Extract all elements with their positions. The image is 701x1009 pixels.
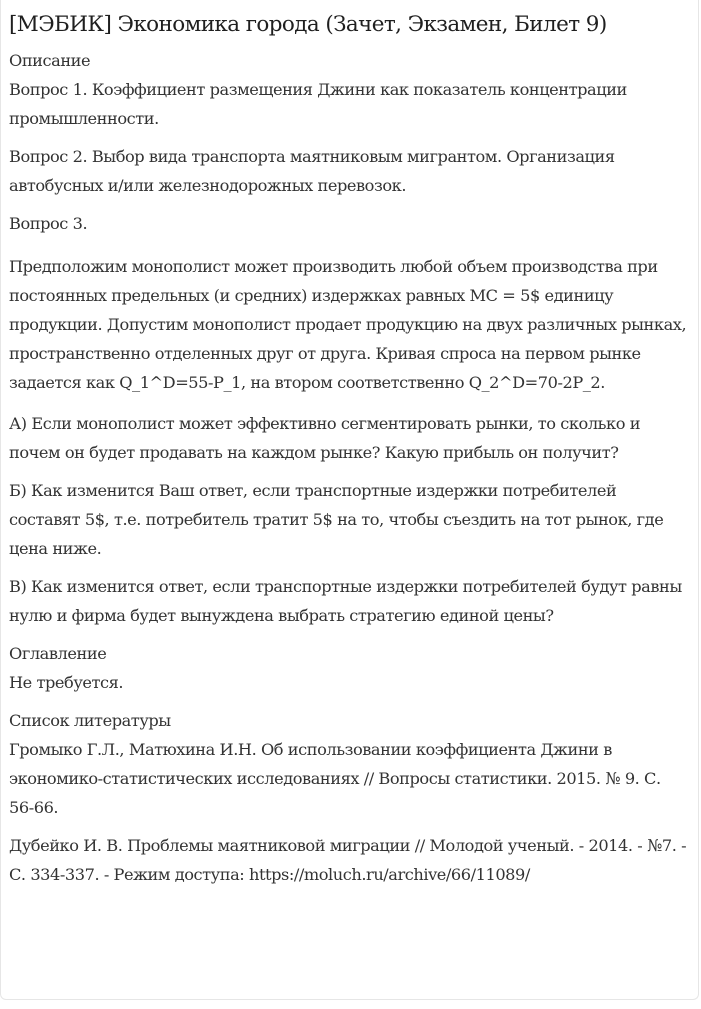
question-3-part-c: В) Как изменится ответ, если транспортные издержки потребителей будут равны нулю и фирма будет вынуждена выбрать стратегию единой цены? [9, 577, 682, 625]
question-1: Вопрос 1. Коэффициент размещения Джини как показатель концентрации промышленности. [9, 80, 627, 128]
toc-heading: Оглавление [9, 644, 107, 663]
question-3-label: Вопрос 3. [9, 214, 88, 233]
question-3-body: Предположим монополист может производить любой объем производства при постоянных предельных (и средних) издержках равных MC = 5$ единицу продукции. Допустим монополист продает продукцию на двух различных рынках, пространственно отделенных друг от друга. Кривая спроса на первом рынке задается как Q_1^D=55-P_1, на втором соответственно Q_2^D=70-2P_2. [9, 257, 687, 392]
toc-text: Не требуется. [9, 673, 124, 692]
page-title: [МЭБИК] Экономика города (Зачет, Экзамен, Билет 9) [9, 12, 607, 37]
bibliography-section [9, 706, 690, 889]
description-heading: Описание [9, 51, 91, 70]
question-2: Вопрос 2. Выбор вида транспорта маятниковым мигрантом. Организация автобусных и/или железнодорожных перевозок. [9, 147, 615, 195]
bibliography-item: Громыко Г.Л., Матюхина И.Н. Об использовании коэффициента Джини в экономико-статистических исследованиях // Вопросы статистики. 2015. № 9. С. 56-66. [9, 740, 661, 817]
question-3-part-a: А) Если монополист может эффективно сегментировать рынки, то сколько и почем он будет продавать на каждом рынке? Какую прибыль он получит? [9, 414, 641, 462]
toc-section [9, 639, 690, 697]
question-3-part-b: Б) Как изменится Ваш ответ, если транспортные издержки потребителей составят 5$, т.е. потребитель тратит 5$ на то, чтобы съездить на тот рынок, где цена ниже. [9, 481, 664, 558]
bibliography-heading: Список литературы [9, 711, 171, 730]
description-section [9, 46, 690, 630]
bibliography-item: Дубейко И. В. Проблемы маятниковой миграции // Молодой ученый. - 2014. - №7. - С. 334-337. - Режим доступа: https://moluch.ru/archive/66/11089/ [9, 836, 687, 884]
